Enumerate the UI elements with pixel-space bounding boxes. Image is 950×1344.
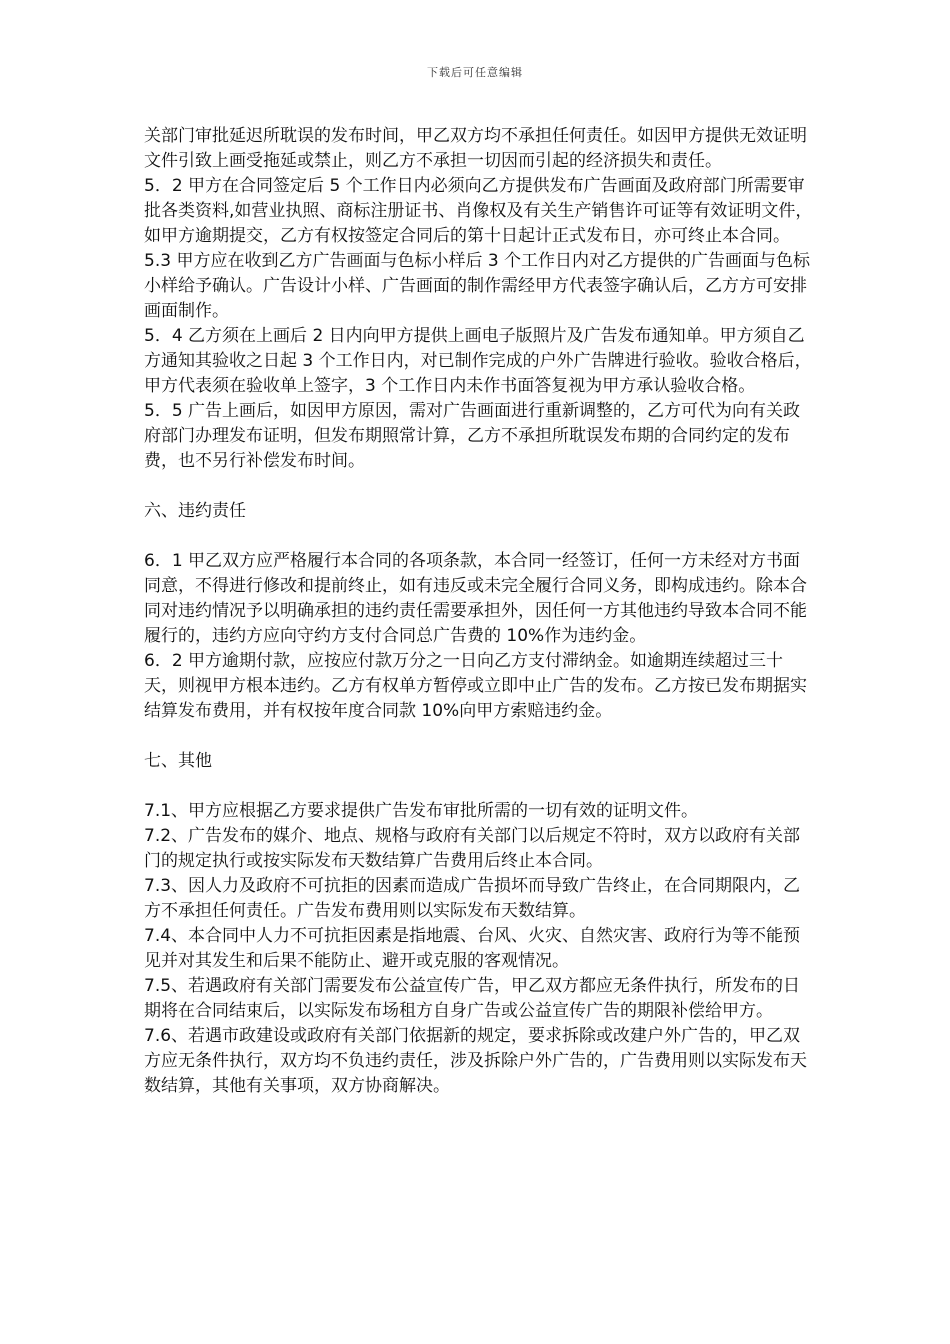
- document-body: [144, 124, 814, 1099]
- clause-5-2: 5．2 甲方在合同签定后 5 个工作日内必须向乙方提供发布广告画面及政府部门所需要审批各类资料,如营业执照、商标注册证书、肖像权及有关生产销售许可证等有效证明文件，如甲方逾期提交，乙方有权按签定合同后的第十日起计正式发布日，亦可终止本合同。: [144, 176, 813, 246]
- clause-7-2: 7.2、广告发布的媒介、地点、规格与政府有关部门以后规定不符时，双方以政府有关部门的规定执行或按实际发布天数结算广告费用后终止本合同。: [144, 826, 801, 871]
- spacer: [144, 774, 814, 799]
- clause-6-2: 6．2 甲方逾期付款，应按应付款万分之一日向乙方支付滞纳金。如逾期连续超过三十天，则视甲方根本违约。乙方有权单方暂停或立即中止广告的发布。乙方按已发布期据实结算发布费用，并有权按年度合同款 10%向甲方索赔违约金。: [144, 651, 807, 721]
- spacer: [144, 474, 814, 499]
- clause-5-3: 5.3 甲方应在收到乙方广告画面与色标小样后 3 个工作日内对乙方提供的广告画面与色标小样给予确认。广告设计小样、广告画面的制作需经甲方代表签字确认后，乙方方可安排画面制作。: [144, 251, 811, 321]
- page-header: 下载后可任意编辑: [427, 66, 523, 79]
- paragraph-continuation: 关部门审批延迟所耽误的发布时间，甲乙双方均不承担任何责任。如因甲方提供无效证明文件引致上画受拖延或禁止，则乙方不承担一切因而引起的经济损失和责任。: [144, 126, 807, 171]
- spacer: [144, 724, 814, 749]
- clause-7-3: 7.3、因人力及政府不可抗拒的因素而造成广告损坏而导致广告终止，在合同期限内，乙方不承担任何责任。广告发布费用则以实际发布天数结算。: [144, 876, 801, 921]
- clause-7-6: 7.6、若遇市政建设或政府有关部门依据新的规定，要求拆除或改建户外广告的，甲乙双方应无条件执行，双方均不负违约责任，涉及拆除户外广告的，广告费用则以实际发布天数结算，其他有关事项，双方协商解决。: [144, 1026, 807, 1096]
- clause-5-5: 5．5 广告上画后，如因甲方原因，需对广告画面进行重新调整的，乙方可代为向有关政府部门办理发布证明，但发布期照常计算，乙方不承担所耽误发布期的合同约定的发布费，也不另行补偿发布时间。: [144, 401, 801, 471]
- spacer: [144, 524, 814, 549]
- section-heading-6: 六、违约责任: [144, 501, 246, 521]
- clause-6-1: 6．1 甲乙双方应严格履行本合同的各项条款，本合同一经签订，任何一方未经对方书面同意，不得进行修改和提前终止，如有违反或未完全履行合同义务，即构成违约。除本合同对违约情况予以明确承担的违约责任需要承担外，因任何一方其他违约导致本合同不能履行的，违约方应向守约方支付合同总广告费的 10%作为违约金。: [144, 551, 807, 646]
- clause-7-5: 7.5、若遇政府有关部门需要发布公益宣传广告，甲乙双方都应无条件执行，所发布的日期将在合同结束后，以实际发布场租方自身广告或公益宣传广告的期限补偿给甲方。: [144, 976, 801, 1021]
- clause-7-4: 7.4、本合同中人力不可抗拒因素是指地震、台风、火灾、自然灾害、政府行为等不能预见并对其发生和后果不能防止、避开或克服的客观情况。: [144, 926, 801, 971]
- section-heading-7: 七、其他: [144, 751, 212, 771]
- clause-5-4: 5．4 乙方须在上画后 2 日内向甲方提供上画电子版照片及广告发布通知单。甲方须自乙方通知其验收之日起 3 个工作日内，对已制作完成的户外广告牌进行验收。验收合格后，甲方代表须在验收单上签字，3 个工作日内未作书面答复视为甲方承认验收合格。: [144, 326, 812, 396]
- clause-7-1: 7.1、甲方应根据乙方要求提供广告发布审批所需的一切有效的证明文件。: [144, 801, 699, 821]
